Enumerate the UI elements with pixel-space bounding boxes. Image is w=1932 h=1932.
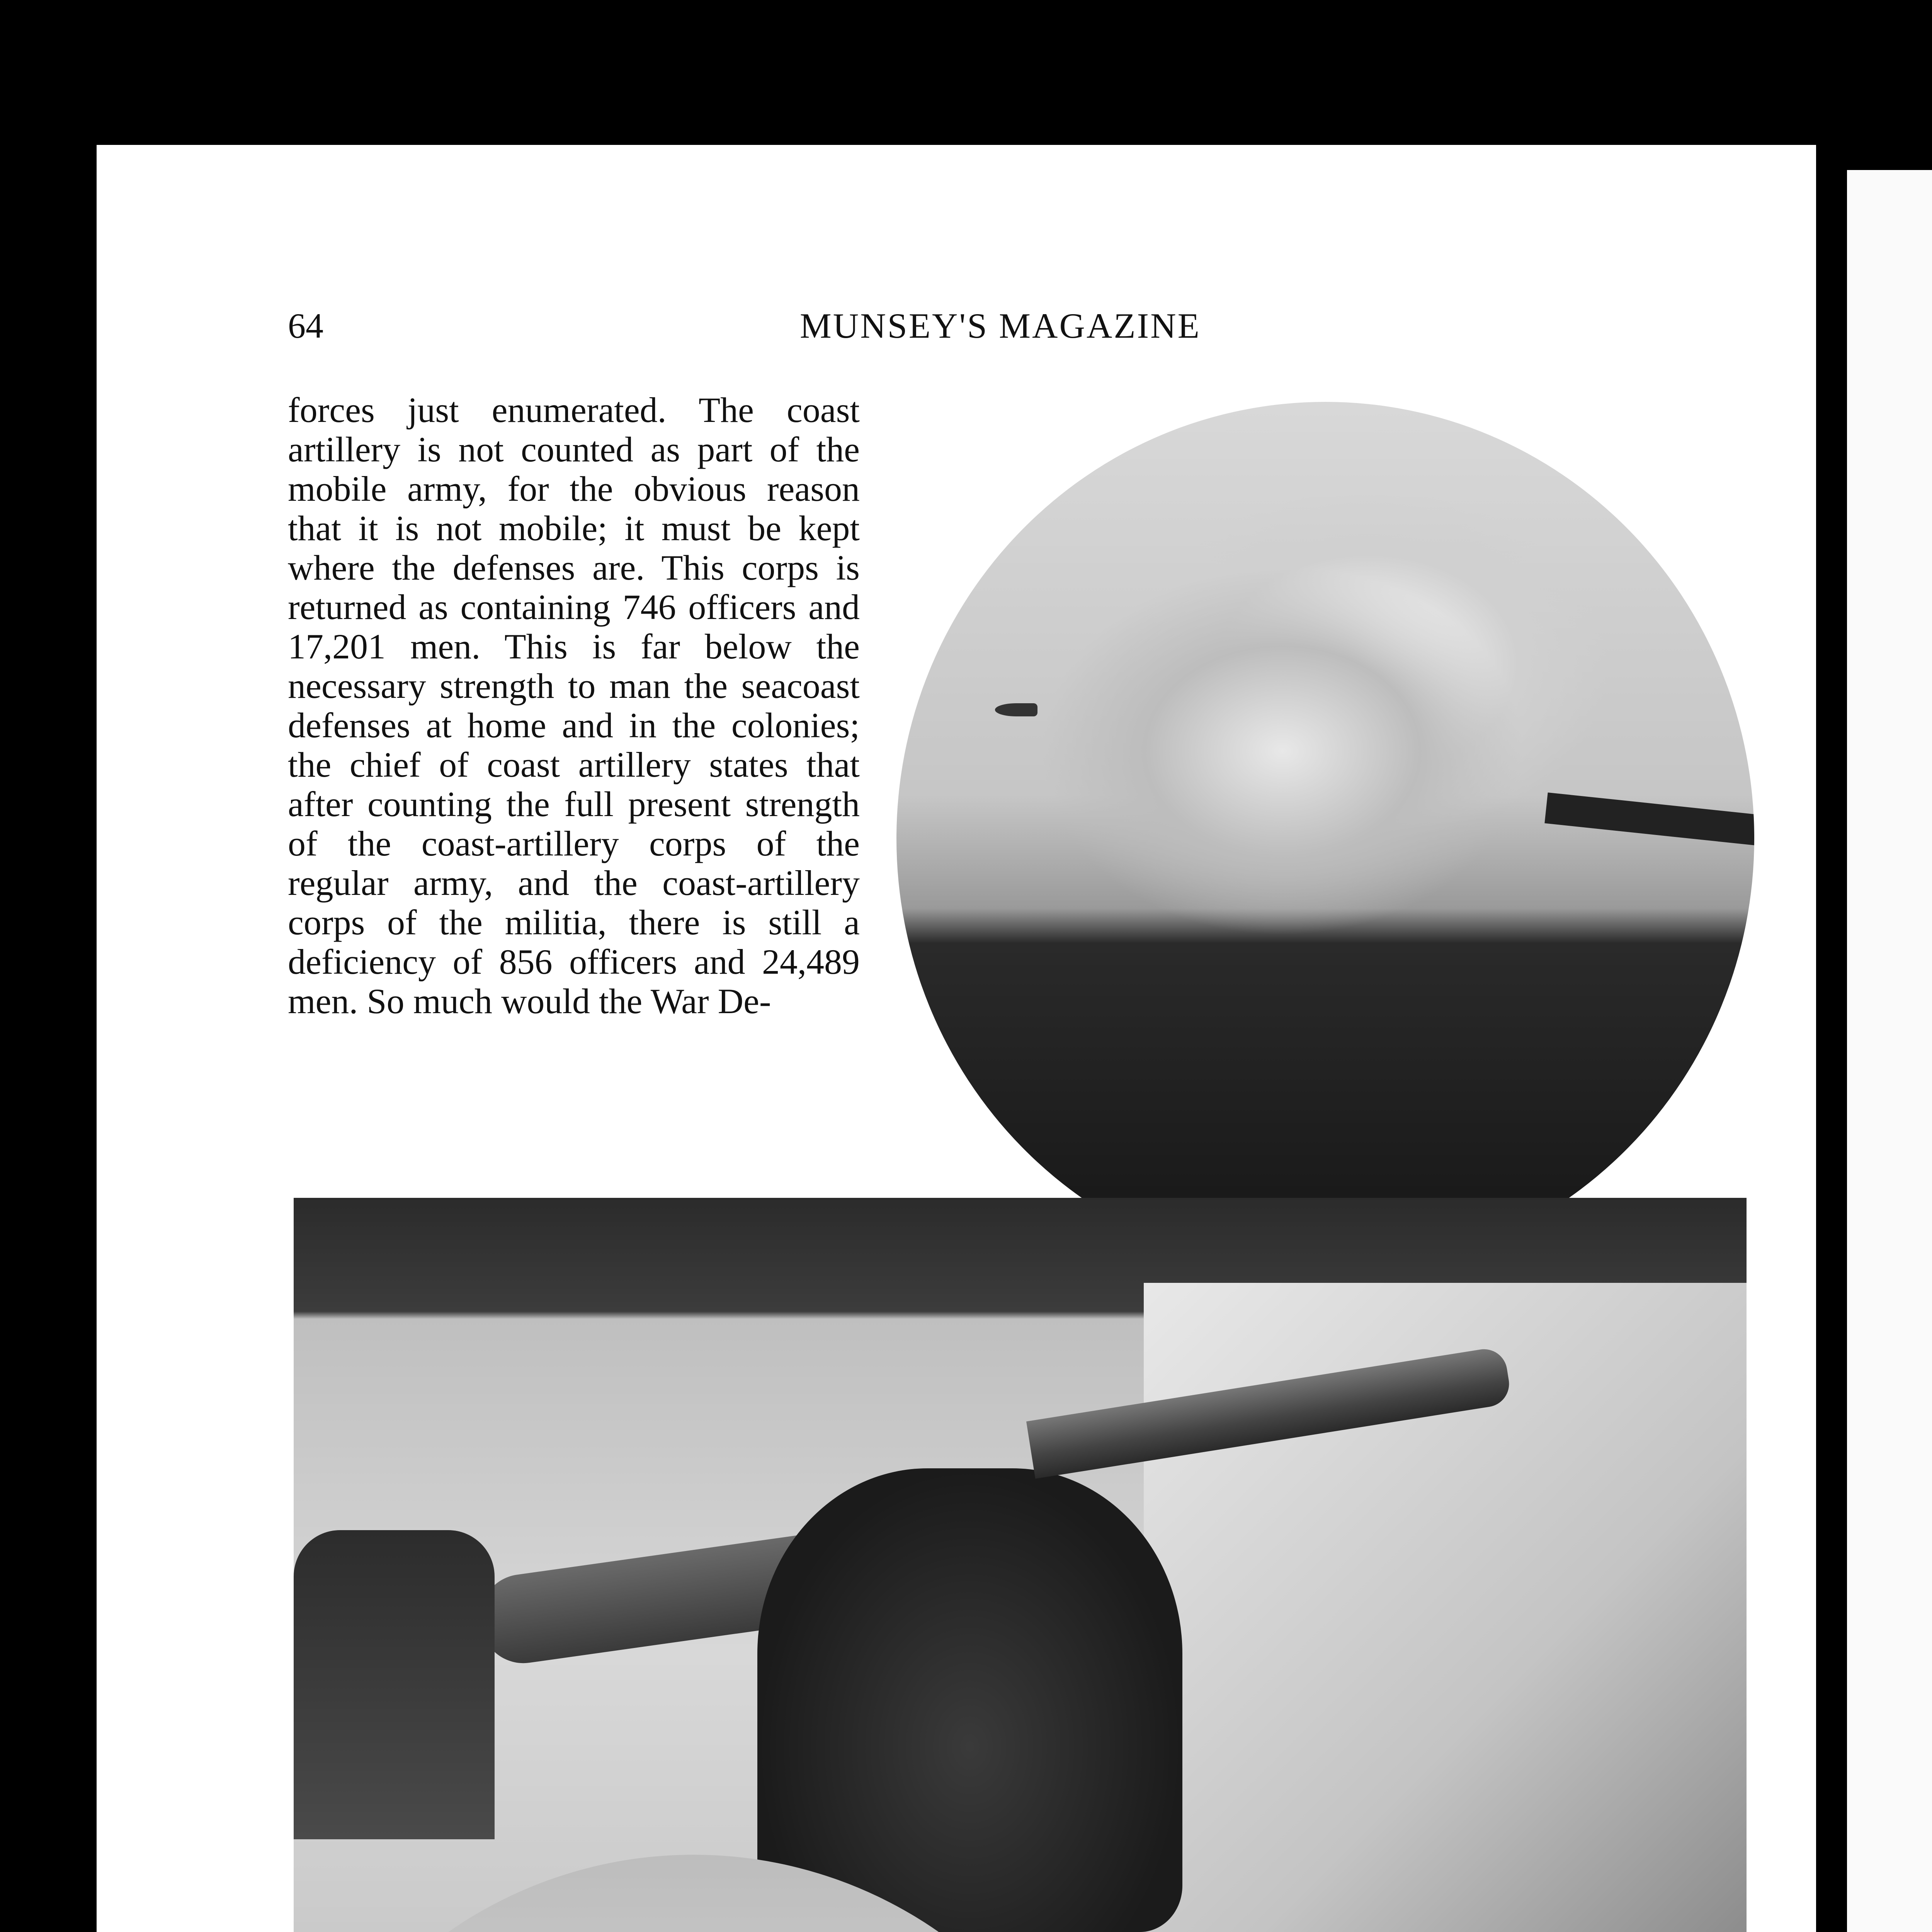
gun-barrel (1544, 793, 1754, 846)
running-head: MUNSEY'S MAGAZINE (800, 306, 1201, 345)
article-text-top (288, 390, 860, 1021)
twelve-inch-gun-photo (896, 402, 1754, 1275)
next-page-edge (1847, 170, 1932, 1932)
gun-carriage (757, 1468, 1182, 1932)
article-paragraph: forces just enumerated. The coast artillery is not counted as part of the mobile army, for the obvious reason that it is not mobile; it must be kept where the defenses are. This corps is returned as containing 746 officers and 17,201 men. This is far below the necessary strength to man the seacoast defenses at home and in the colonies; the chief of coast artillery states that after counting the full present strength of the coast-artillery corps of the regular army, and the coast-artillery corps of the militia, there is still a deficiency of 856 officers and 24,489 men. So much would the War De- (288, 390, 860, 1021)
disappearing-gun-photo (294, 1198, 1747, 1932)
projectile (995, 703, 1037, 716)
page-number: 64 (288, 306, 323, 345)
soldiers-group (294, 1530, 495, 1839)
